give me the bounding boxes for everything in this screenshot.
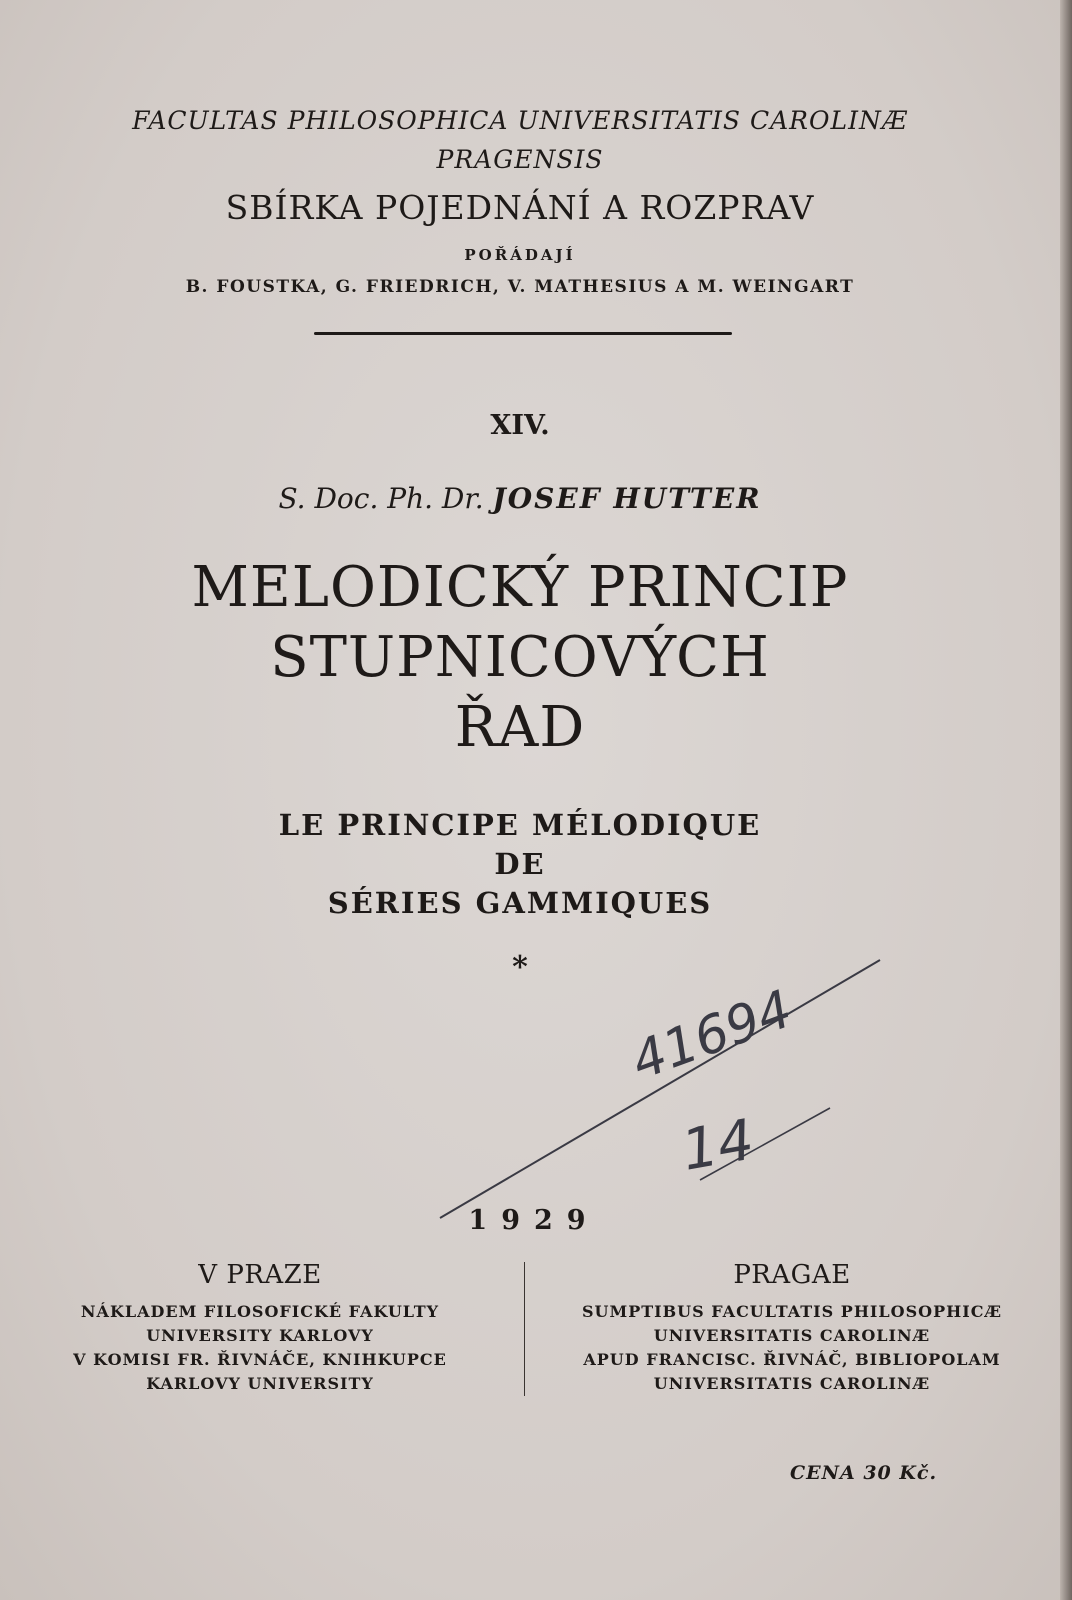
author-line	[0, 482, 1040, 515]
volume-number: XIV.	[490, 410, 550, 441]
imprint-city-latin: PRAGAE	[733, 1260, 851, 1290]
asterisk-ornament: *	[512, 950, 528, 985]
faculty-line-2: PRAGENSIS	[436, 145, 604, 174]
imprint-line: APUD FRANCISC. ŘIVNÁČ, BIBLIOPOLAM	[583, 1350, 1001, 1369]
imprint-divider	[524, 1262, 525, 1396]
imprint-line: UNIVERSITATIS CAROLINÆ	[653, 1326, 931, 1345]
pencil-stroke	[440, 960, 880, 1218]
french-title-line-1: LE PRINCIPE MÉLODIQUE	[278, 808, 762, 842]
author-prefix: S. Doc. Ph. Dr.	[278, 482, 484, 515]
imprint-line: V KOMISI FR. ŘIVNÁČE, KNIHKUPCE	[73, 1350, 447, 1369]
handwritten-number: 41694	[623, 979, 800, 1093]
series-title: SBÍRKA POJEDNÁNÍ A ROZPRAV	[225, 188, 815, 227]
imprint-line: UNIVERSITY KARLOVY	[146, 1326, 374, 1345]
editors-names: B. FOUSTKA, G. FRIEDRICH, V. MATHESIUS A M. WEINGART	[185, 277, 855, 297]
price-label: CENA 30 Kč.	[790, 1462, 938, 1484]
imprint-city-czech: V PRAZE	[198, 1260, 322, 1290]
page-edge-shadow	[1060, 0, 1072, 1600]
pencil-stroke-2	[700, 1108, 830, 1180]
imprint-line: SUMPTIBUS FACULTATIS PHILOSOPHICÆ	[581, 1302, 1003, 1321]
french-title-line-2: DE	[494, 847, 546, 881]
imprint-line: KARLOVY UNIVERSITY	[146, 1374, 374, 1393]
author-name: JOSEF HUTTER	[492, 482, 762, 515]
handwritten-number-2: 14	[677, 1107, 759, 1184]
imprint-line: NÁKLADEM FILOSOFICKÉ FAKULTY	[80, 1302, 440, 1321]
french-title-line-3: SÉRIES GAMMIQUES	[327, 886, 713, 920]
main-title-line-1: MELODICKÝ PRINCIP	[191, 555, 849, 620]
imprint-line: UNIVERSITATIS CAROLINÆ	[653, 1374, 931, 1393]
publication-year: 1929	[468, 1205, 600, 1236]
imprint-czech	[0, 1260, 520, 1396]
main-title-line-2: STUPNICOVÝCH	[270, 625, 770, 690]
header-divider-rule	[314, 332, 732, 335]
main-title-line-3: ŘAD	[454, 695, 586, 760]
editors-label: POŘÁDAJÍ	[464, 246, 576, 264]
imprint-latin	[532, 1260, 1052, 1396]
faculty-line-1: FACULTAS PHILOSOPHICA UNIVERSITATIS CAROLINÆ	[132, 106, 908, 135]
